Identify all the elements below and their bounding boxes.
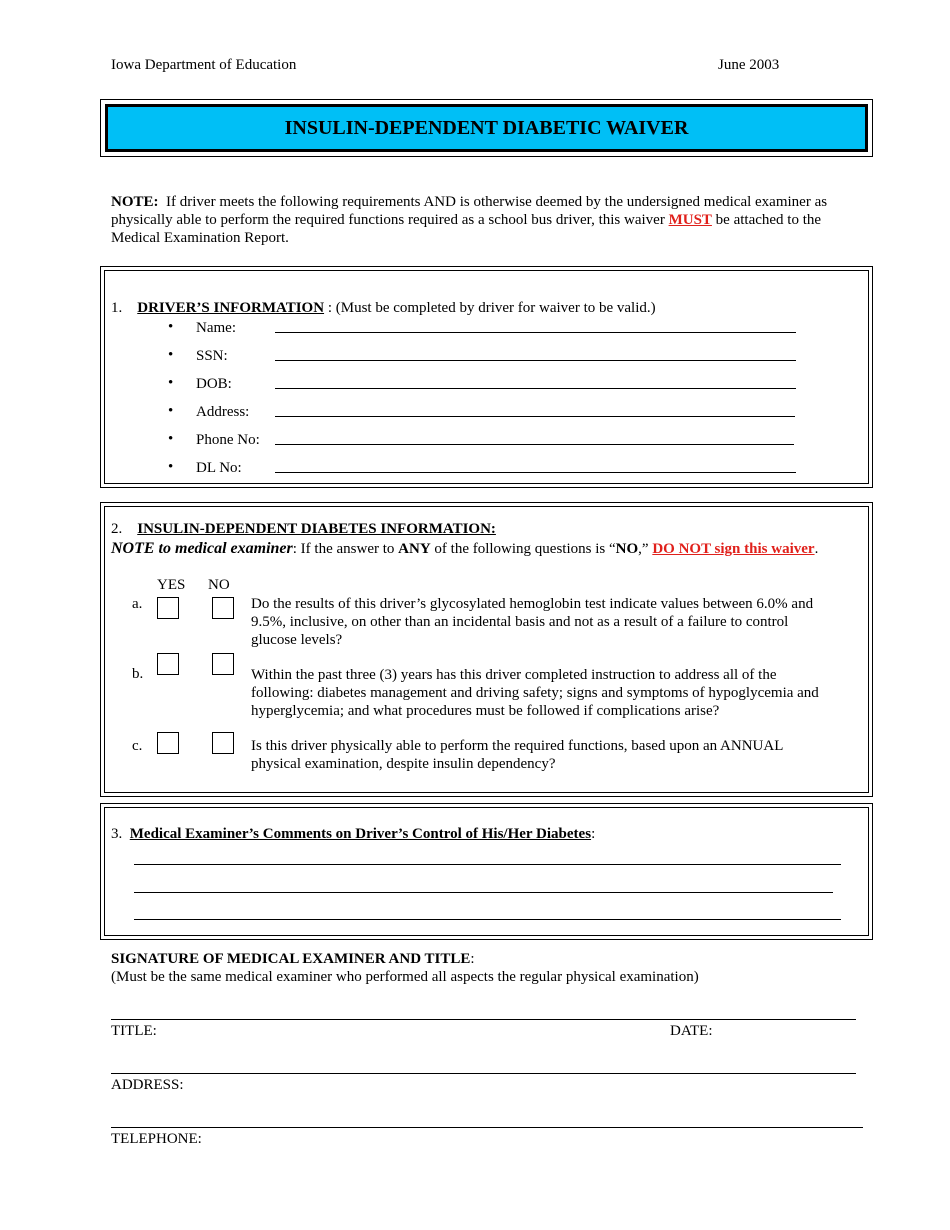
- comment-line[interactable]: [134, 864, 841, 865]
- signature-subtext: (Must be the same medical examiner who performed all aspects the regular physical examination): [111, 969, 699, 985]
- signature-heading: SIGNATURE OF MEDICAL EXAMINER AND TITLE: [111, 951, 471, 967]
- question-a-letter: a.: [132, 596, 143, 612]
- signature-line[interactable]: [111, 1019, 856, 1020]
- question-a-yes-checkbox[interactable]: [157, 597, 179, 619]
- ssn-field[interactable]: [275, 360, 796, 361]
- note-paragraph: [111, 193, 851, 247]
- question-b-yes-checkbox[interactable]: [157, 653, 179, 675]
- section1-number: 1.: [111, 300, 123, 316]
- section2-number: 2.: [111, 521, 123, 537]
- dob-field[interactable]: [275, 388, 796, 389]
- telephone-label: TELEPHONE:: [111, 1131, 202, 1147]
- section3-heading-row: [111, 826, 595, 843]
- section2-heading: INSULIN-DEPENDENT DIABETES INFORMATION:: [137, 521, 496, 537]
- question-a-no-checkbox[interactable]: [212, 597, 234, 619]
- bullet: •: [168, 403, 174, 419]
- section3-colon: :: [591, 826, 596, 842]
- dl-field[interactable]: [275, 472, 796, 473]
- telephone-line[interactable]: [111, 1127, 863, 1128]
- header-organization: Iowa Department of Education: [111, 57, 297, 73]
- note-must: MUST: [668, 212, 712, 228]
- section2-note-no: NO: [615, 541, 639, 557]
- section2-note-label: NOTE to medical examiner: [111, 540, 293, 557]
- name-label: Name:: [196, 320, 236, 336]
- bullet: •: [168, 319, 174, 335]
- page-title: INSULIN-DEPENDENT DIABETIC WAIVER: [284, 116, 689, 139]
- signature-heading-row: [111, 951, 475, 968]
- section2-note-end: .: [814, 541, 819, 557]
- no-column-label: NO: [208, 577, 230, 593]
- section1-subtext: : (Must be completed by driver for waiver to be valid.): [324, 300, 656, 316]
- header-date: June 2003: [718, 57, 780, 73]
- address-label: Address:: [196, 404, 250, 420]
- section1-heading: DRIVER’S INFORMATION: [137, 300, 325, 316]
- address-line[interactable]: [111, 1073, 856, 1074]
- ssn-label: SSN:: [196, 348, 228, 364]
- question-c-no-checkbox[interactable]: [212, 732, 234, 754]
- address-label: ADDRESS:: [111, 1077, 184, 1093]
- bullet: •: [168, 375, 174, 391]
- question-b-no-checkbox[interactable]: [212, 653, 234, 675]
- address-field[interactable]: [275, 416, 795, 417]
- bullet: •: [168, 431, 174, 447]
- note-label: NOTE:: [111, 194, 159, 210]
- section1-heading-row: [111, 300, 656, 317]
- section2-note: [111, 540, 866, 558]
- question-c-yes-checkbox[interactable]: [157, 732, 179, 754]
- question-a-text: Do the results of this driver’s glycosylated hemoglobin test indicate values between 6.0% and 9.5%, inclusive, on other than an incidental basis and not as a result of a failure to control glucose levels?: [251, 596, 814, 648]
- note-text-after: be attached to the Medical Examination Report.: [111, 212, 822, 246]
- phone-label: Phone No:: [196, 432, 260, 448]
- section2-note-text: of the following questions is “: [430, 541, 616, 557]
- section2-note-text: : If the answer to: [292, 541, 399, 557]
- dl-label: DL No:: [196, 460, 242, 476]
- signature-colon: :: [470, 951, 475, 967]
- section3-number: 3.: [111, 826, 123, 842]
- phone-field[interactable]: [275, 444, 794, 445]
- date-label: DATE:: [670, 1023, 713, 1039]
- section2-note-text: ,”: [638, 541, 653, 557]
- section3-heading: Medical Examiner’s Comments on Driver’s Control of His/Her Diabetes: [129, 826, 592, 842]
- section2-heading-row: [111, 521, 496, 538]
- question-b-text: Within the past three (3) years has this driver completed instruction to address all of the following: diabetes management and driving safety; signs and symptoms of hypoglycemia and hyperglycemia; and what procedures must be followed if complications arise?: [251, 667, 819, 719]
- question-c-text: Is this driver physically able to perform the required functions, based upon an ANNUAL physical examination, despite insulin dependency?: [251, 738, 783, 772]
- comment-line[interactable]: [134, 892, 833, 893]
- question-c-letter: c.: [132, 738, 143, 754]
- note-text-before: If driver meets the following requirements AND is otherwise deemed by the undersigned medical examiner as physically able to perform the required functions required as a school bus driver, this waiver: [111, 194, 828, 228]
- bullet: •: [168, 459, 174, 475]
- question-b-letter: b.: [132, 666, 144, 682]
- title-label: TITLE:: [111, 1023, 157, 1039]
- name-field[interactable]: [275, 332, 796, 333]
- section2-note-warning: DO NOT sign this waiver: [652, 541, 815, 557]
- dob-label: DOB:: [196, 376, 232, 392]
- bullet: •: [168, 347, 174, 363]
- section2-note-any: ANY: [398, 541, 431, 557]
- title-banner: [100, 99, 873, 157]
- comment-line[interactable]: [134, 919, 841, 920]
- yes-column-label: YES: [157, 577, 186, 593]
